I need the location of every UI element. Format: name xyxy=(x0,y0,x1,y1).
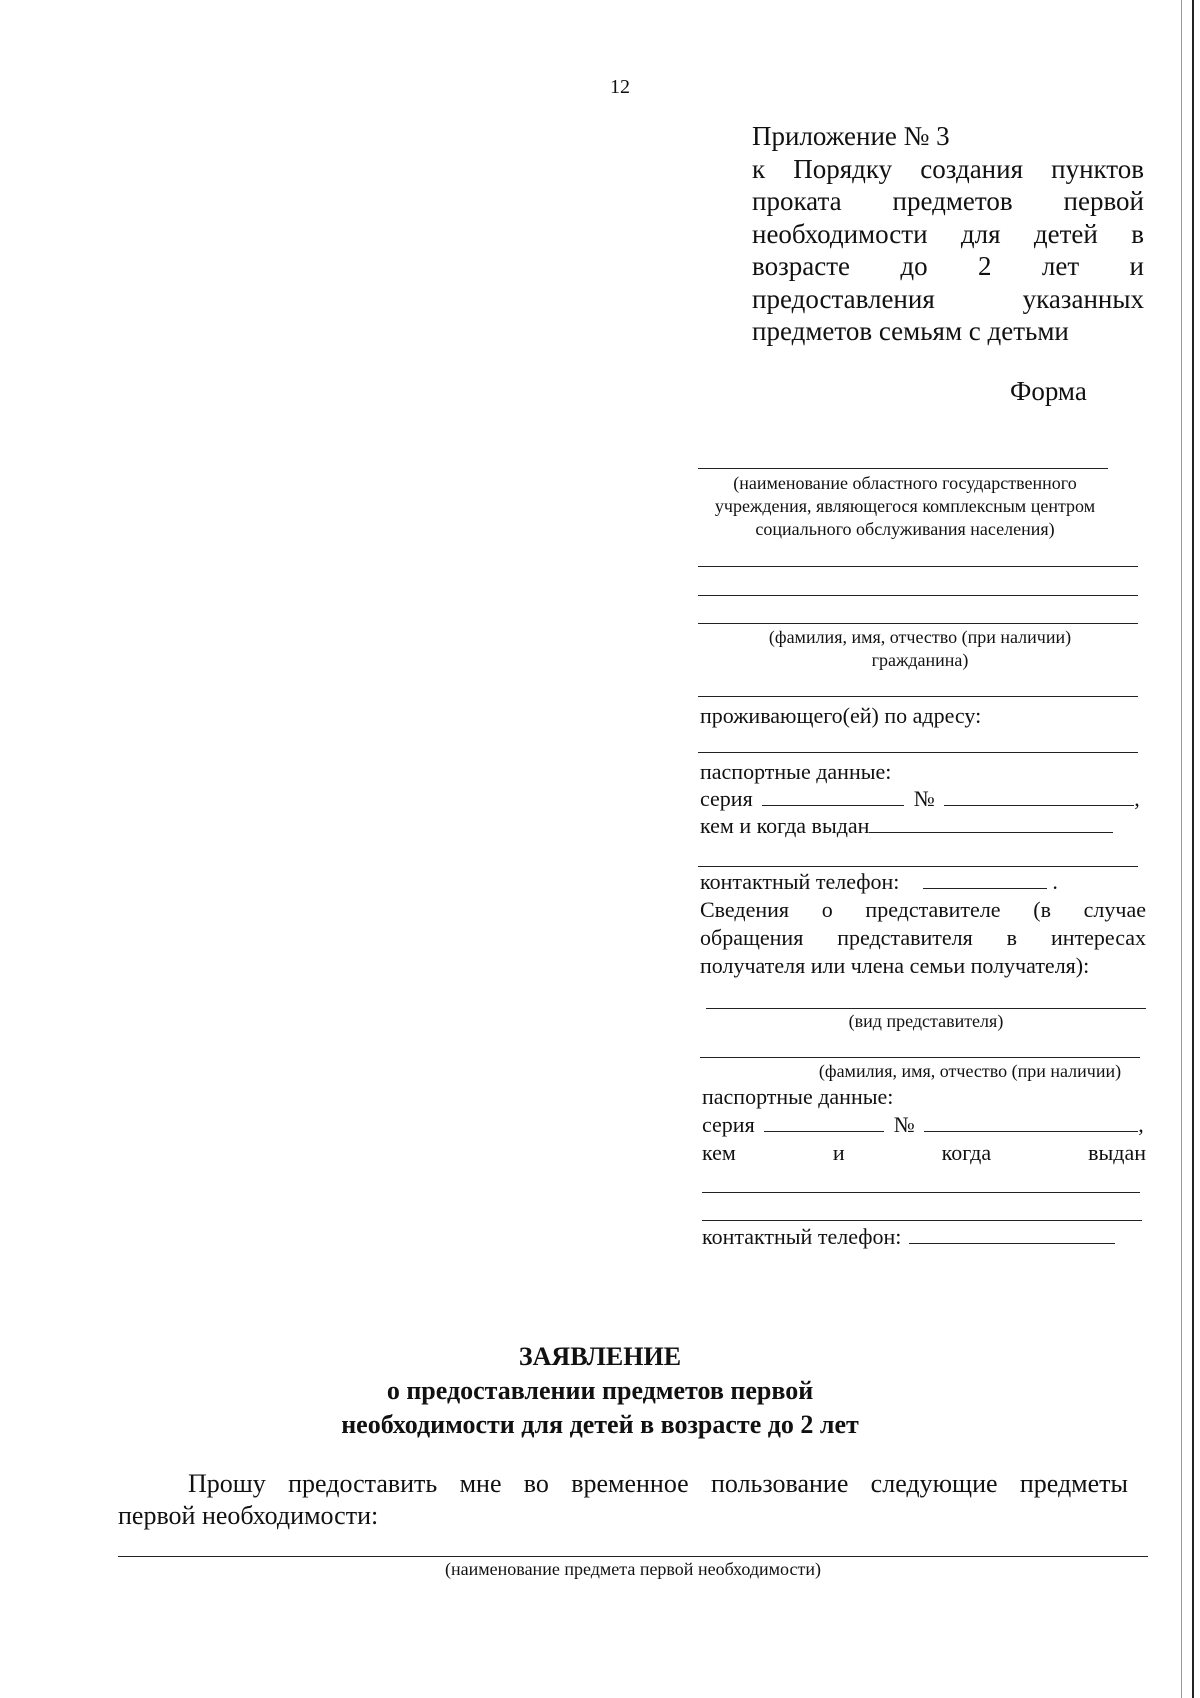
number-label: № xyxy=(913,786,935,811)
phone-row: контактный телефон: . xyxy=(700,869,1058,894)
institution-caption: (наименование областного государственного учреждения, являющегося комплексным центром социального обслуживания населения) xyxy=(714,473,1096,539)
address-line[interactable] xyxy=(698,752,1138,753)
phone-field[interactable] xyxy=(923,870,1047,889)
issued-field[interactable] xyxy=(869,814,1113,833)
representative-name-caption: (фамилия, имя, отчество (при наличии) xyxy=(818,1061,1122,1081)
citizen-name-line-3[interactable] xyxy=(698,623,1138,624)
rep-series-field[interactable] xyxy=(764,1113,884,1132)
rep-phone-row xyxy=(702,1224,1115,1250)
statement-body-line-1: Прошу предоставить мне во временное пользование следующие предметы xyxy=(188,1469,1128,1498)
rep-series-label: серия xyxy=(702,1112,755,1137)
residing-label: проживающего(ей) по адресу: xyxy=(700,703,982,728)
passport-label: паспортные данные: xyxy=(700,759,892,784)
page-edge-line xyxy=(1192,0,1194,1698)
item-name-line[interactable] xyxy=(118,1556,1148,1557)
citizen-extra-line[interactable] xyxy=(698,696,1138,697)
rep-phone-field[interactable] xyxy=(909,1225,1115,1244)
rep-issued-label: кем и когда выдан xyxy=(702,1140,1146,1165)
issued-extra-line[interactable] xyxy=(698,866,1138,867)
statement-body-line-2: первой необходимости: xyxy=(118,1501,379,1530)
page-edge-line-inner xyxy=(1181,0,1182,1698)
rep-passport-label: паспортные данные: xyxy=(702,1084,894,1109)
phone-label: контактный телефон: xyxy=(700,869,900,894)
item-caption: (наименование предмета первой необходимости) xyxy=(445,1559,821,1579)
representative-info-line: обращения представителя в интересах xyxy=(700,925,1146,950)
rep-issued-line-1[interactable] xyxy=(702,1192,1140,1193)
citizen-name-line-2[interactable] xyxy=(698,595,1138,596)
representative-info-line: Сведения о представителе (в случае xyxy=(700,897,1146,922)
issued-row xyxy=(700,813,1113,839)
institution-name-line[interactable] xyxy=(698,468,1108,469)
statement-body xyxy=(118,1468,1128,1532)
page-number: 12 xyxy=(610,76,630,98)
series-field[interactable] xyxy=(762,787,904,806)
appendix-line: к Порядку создания пунктов xyxy=(752,153,1144,184)
appendix-block xyxy=(752,120,1144,348)
appendix-line: возрасте до 2 лет и xyxy=(752,251,1144,281)
appendix-title: Приложение № 3 xyxy=(752,121,950,151)
issued-label: кем и когда выдан xyxy=(700,813,870,838)
citizen-caption: (фамилия, имя, отчество (при наличии) гражданина) xyxy=(768,627,1072,670)
appendix-line: необходимости для детей в xyxy=(752,218,1144,249)
rep-series-row: серия № , xyxy=(702,1112,1144,1137)
number-field[interactable] xyxy=(944,787,1134,806)
citizen-name-line-1[interactable] xyxy=(698,566,1138,567)
passport-series-row: серия № , xyxy=(700,786,1140,811)
series-label: серия xyxy=(700,786,753,811)
representative-type-line[interactable] xyxy=(706,1008,1146,1009)
statement-title: ЗАЯВЛЕНИЕ xyxy=(518,1342,682,1371)
rep-phone-label: контактный телефон: xyxy=(702,1224,902,1249)
representative-name-line[interactable] xyxy=(700,1057,1140,1058)
rep-number-label: № xyxy=(893,1112,915,1137)
statement-subtitle-1: о предоставлении предметов первой xyxy=(386,1376,814,1405)
representative-info-last: получателя или члена семьи получателя): xyxy=(700,953,1090,978)
rep-number-field[interactable] xyxy=(924,1113,1138,1132)
appendix-line: проката предметов первой xyxy=(752,186,1144,216)
representative-type-caption: (вид представителя) xyxy=(848,1011,1004,1031)
statement-subtitle-2: необходимости для детей в возрасте до 2 лет xyxy=(341,1410,859,1439)
appendix-line: предметов семьям с детьми xyxy=(752,316,1069,346)
appendix-line: предоставления указанных xyxy=(752,283,1144,314)
rep-issued-line-2[interactable] xyxy=(702,1220,1142,1221)
form-label: Форма xyxy=(1010,376,1087,406)
